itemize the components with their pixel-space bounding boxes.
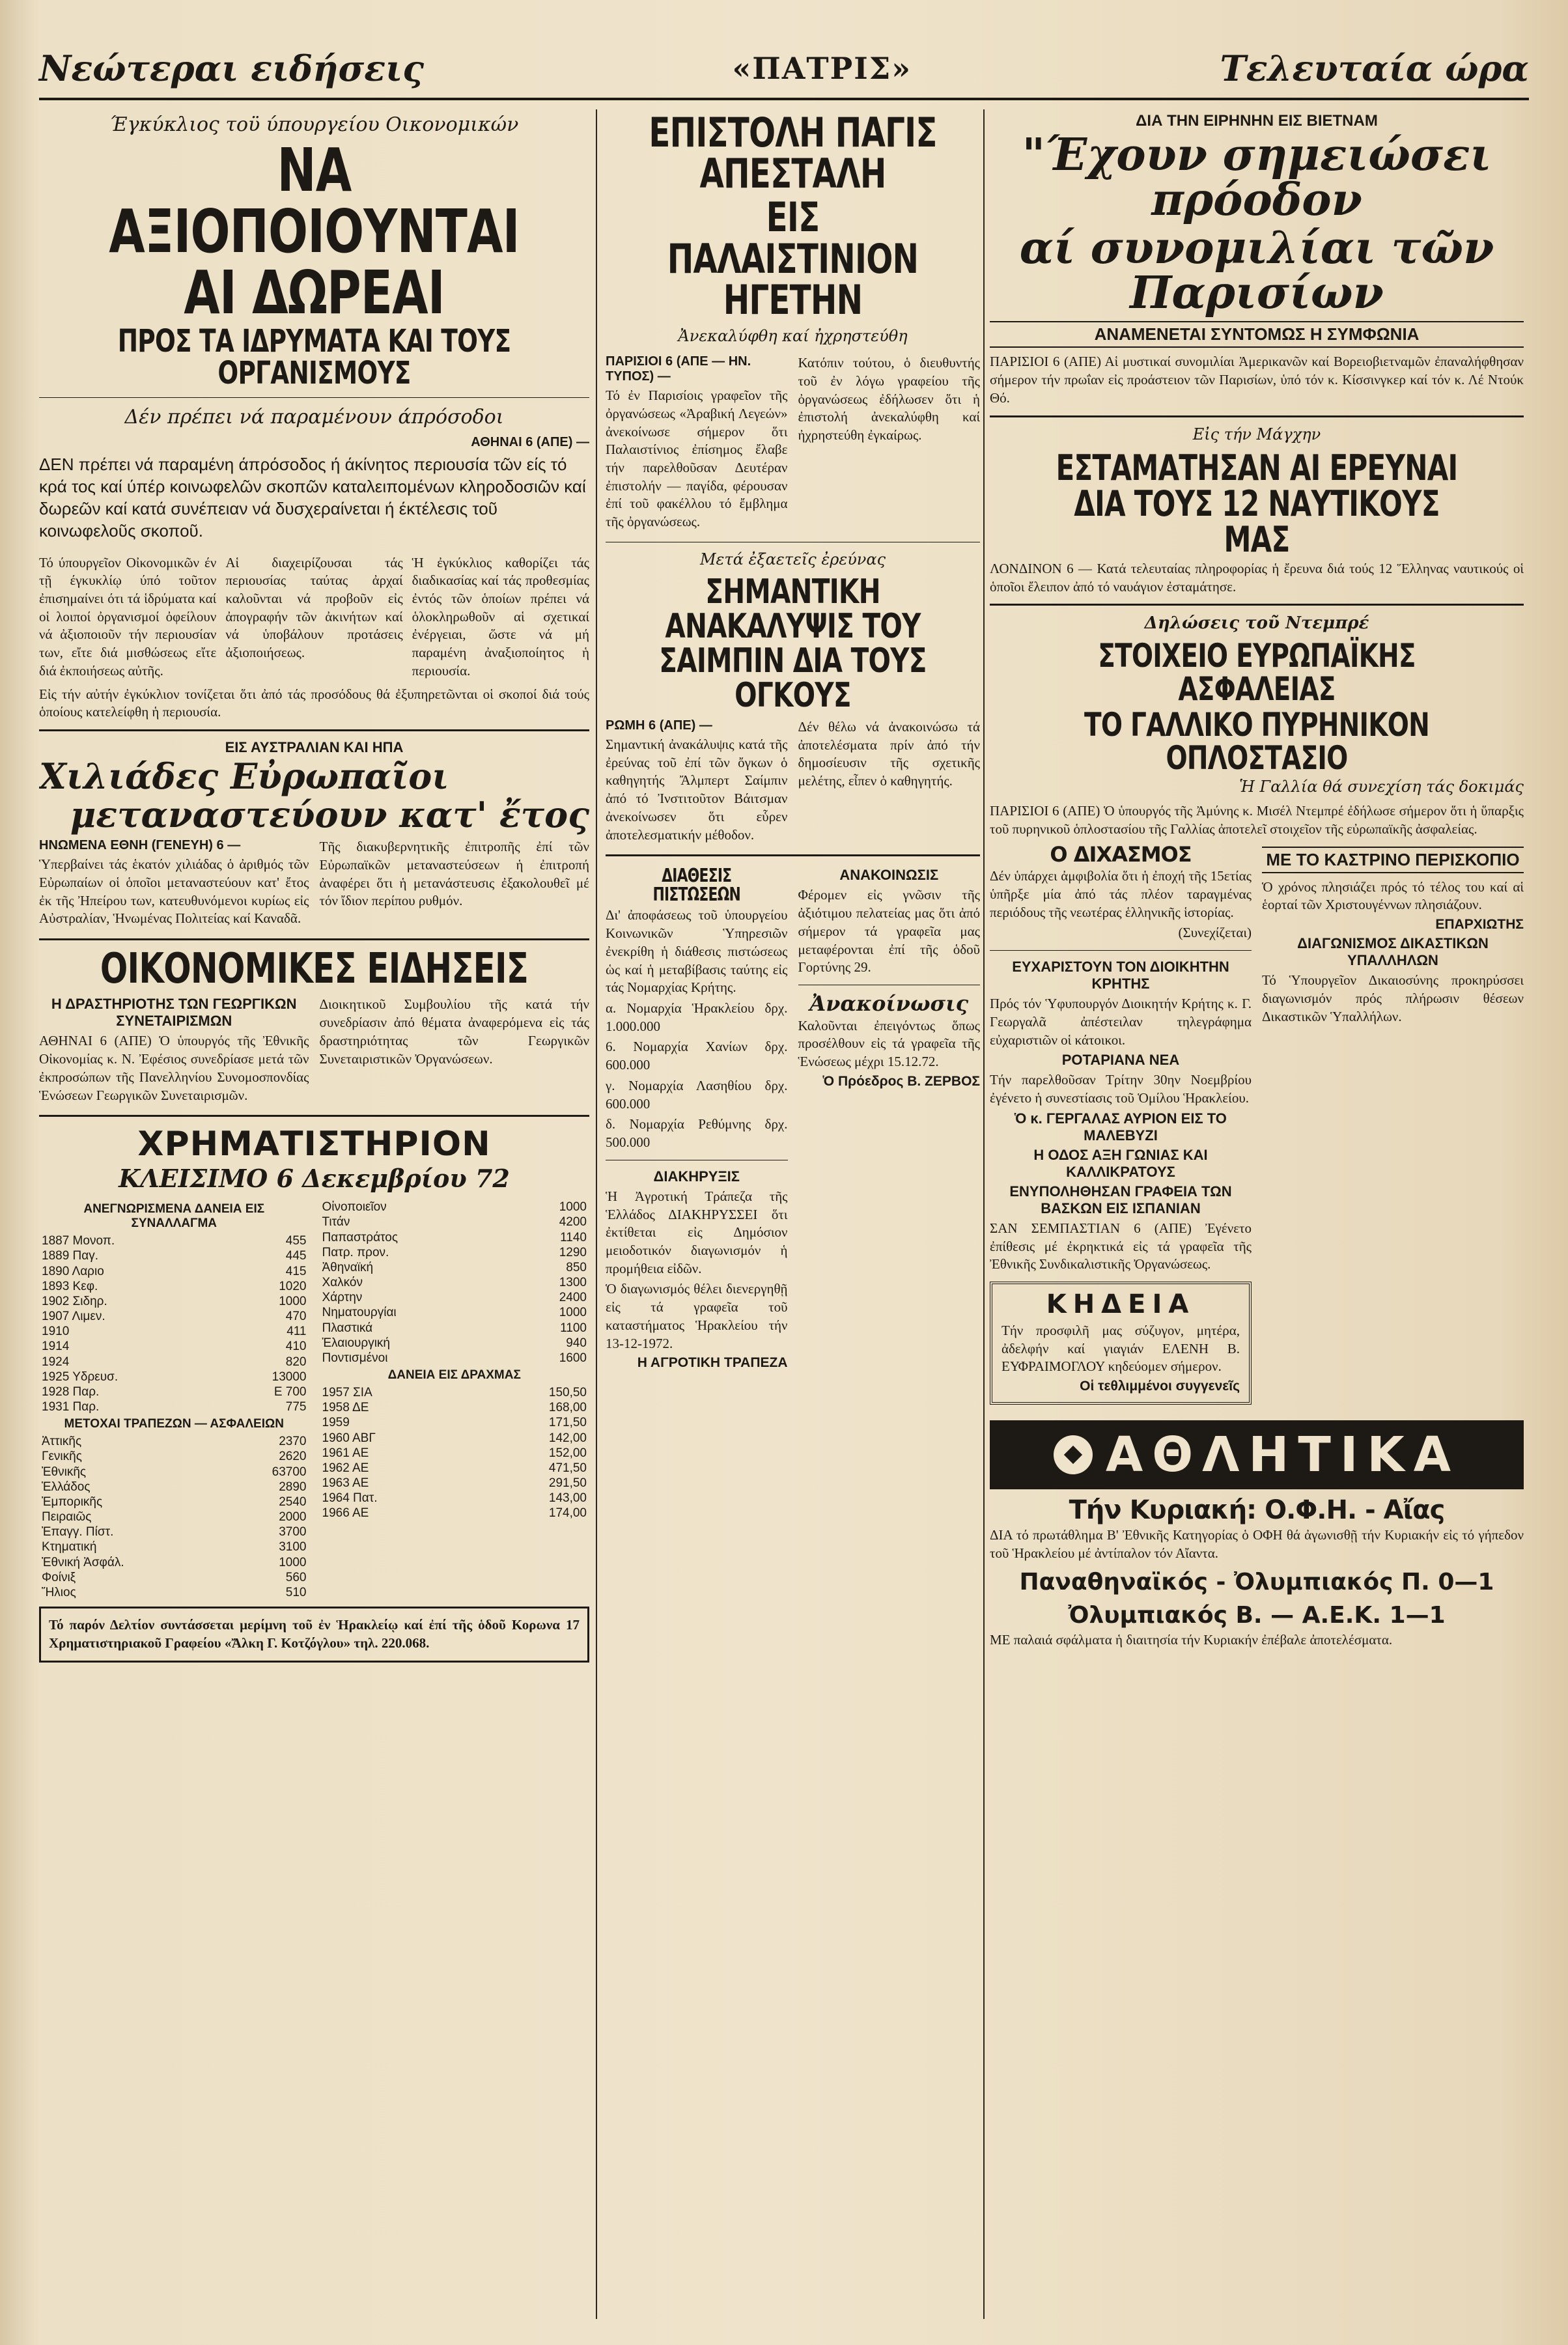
donations-para: Τό ύπουργεῖον Οἰκονομικῶν έν τῇ έγκυκλίῳ ύπό τοῦτον ἐπισημαίνει ότι τά ἱδρύματα καί οἱ λοιποί ὀργανισμοί ὀφείλουν νά ἀξιοποιοῦν τήν περιουσίαν των, εἴτε διά μισθώσεως εἴτε διά ἐκποιήσεως αὐτῆς.	[39, 554, 217, 679]
quote-row	[320, 1506, 590, 1521]
rotary-headline: ΡΟΤΑΡΙΑΝΑ ΝΕΑ	[1061, 1052, 1180, 1069]
quote-value: 4200	[559, 1215, 587, 1229]
quote-row	[320, 1461, 590, 1476]
announcement-headline: ΑΝΑΚΟΙΝΩΣΙΣ	[839, 867, 939, 884]
quote-value: 2890	[279, 1480, 307, 1494]
quote-row	[39, 1339, 309, 1354]
credits-item: α. Νομαρχία Ἡρακλείου δρχ. 1.000.000	[606, 1000, 788, 1034]
quote-value: 510	[285, 1586, 307, 1599]
emigration-para: Ὑπερβαίνει τάς ἑκατόν χιλιάδας ὁ ἀριθμός τῶν Εὐρωπαίων οἱ ὁποῖοι μεταναστεύουν κατ' ἔτος ἐκ τῆς Ἠπείρου των, κατευθυνόμενοι κυρίως εἰς Αὐστραλίαν, Ἡνωμένας Πολιτείας καί Καναδᾶ.	[39, 856, 309, 927]
quote-row	[39, 1539, 309, 1554]
letter-bomb-body	[606, 352, 980, 534]
quote-name: 1902 Σιδηρ.	[42, 1294, 107, 1308]
gergalas-headline: Ὁ κ. ΓΕΡΓΑΛΑΣ ΑΥΡΙΟΝ ΕΙΣ ΤΟ ΜΑΛΕΒΥΖΙ	[1015, 1110, 1227, 1144]
periscope-signature: ΕΠΑΡΧΙΩΤΗΣ	[1435, 917, 1524, 933]
vietnam-kicker: ΔΙΑ ΤΗΝ ΕΙΡΗΝΗΝ ΕΙΣ ΒΙΕΤΝΑΜ	[1136, 112, 1378, 130]
quote-value: 470	[285, 1310, 307, 1324]
announcement-2-headline: Ἀνακοίνωσις	[809, 990, 969, 1016]
quote-name: Ἐμπορικῆς	[42, 1495, 103, 1509]
quote-name: Χάρτην	[322, 1291, 363, 1305]
column-rule-1	[596, 109, 597, 2319]
divider	[39, 397, 589, 398]
quote-name: 1928 Παρ.	[42, 1384, 100, 1399]
quote-row	[320, 1400, 590, 1415]
emigration-dateline: ΗΝΩΜΕΝΑ ΕΘΝΗ (ΓΕΝΕΥΗ) 6 —	[39, 838, 241, 853]
masthead-left-label: Νεώτεραι ειδήσεις	[39, 48, 425, 89]
quote-value: 142,00	[548, 1431, 587, 1445]
quote-value: 410	[285, 1340, 307, 1354]
street-headline: Η ΟΔΟΣ ΑΞΗ ΓΩΝΙΑΣ ΚΑΙ ΚΑΛΛΙΚΡΑΤΟΥΣ	[1033, 1146, 1208, 1180]
divider	[606, 854, 980, 856]
quote-value: 1600	[559, 1351, 587, 1365]
search-headline: ΕΣΤΑΜΑΤΗΣΑΝ ΑΙ ΕΡΕΥΝΑΙ ΔΙΑ ΤΟΥΣ 12 ΝΑΥΤΙΚΟΥΣ ΜΑΣ	[1056, 447, 1458, 560]
letter-bomb-para: Τό ἐν Παρισίοις γραφεῖον τῆς ὀργανώσεως «Ἀραβική Λεγεών» ἀνεκοίνωσε σήμερον ὅτι Παλαιστίνιος ἐπίσημος ἔλαβε τήν παρελθοῦσαν Δευτέραν ἐπιστολήν — παγίδα, φέρουσαν ἐπί τοῦ φακέλλου τό ἔμβλημα τῆς ὀργανώσεως.	[606, 387, 788, 530]
donations-sub: Δέν πρέπει νά παραμένουν άπρόσοδοι	[124, 406, 504, 429]
announcement-2-para: Καλοῦνται ἐπειγόντως ὅπως προσέλθουν εἰς τά γραφεῖα τῆς Ἑνώσεως μέχρι 15.12.72.	[798, 1017, 980, 1070]
quote-row	[39, 1248, 309, 1263]
funeral-notice-title: ΚΗΔΕΙΑ	[1046, 1289, 1196, 1319]
quote-row	[39, 1233, 309, 1248]
quote-value: 1140	[560, 1230, 587, 1244]
quote-value: 13000	[272, 1369, 307, 1384]
funeral-notice-signature: Οἱ τεθλιμμένοι συγγενεῖς	[1080, 1379, 1240, 1394]
quote-value: 1300	[559, 1276, 587, 1290]
search-kicker: Εἰς τήν Μάγχην	[1192, 425, 1321, 443]
thanks-headline: ΕΥΧΑΡΙΣΤΟΥΝ ΤΟΝ ΔΙΟΙΚΗΤΗΝ ΚΡΗΤΗΣ	[1012, 959, 1229, 992]
quote-row	[320, 1200, 590, 1215]
letter-bomb-headline-1: ΕΠΙΣΤΟΛΗ ΠΑΓΙΣ ΑΠΕΣΤΑΛΗ	[649, 109, 937, 198]
quote-name: Πειραιῶς	[42, 1510, 92, 1524]
quote-name: 1959	[322, 1416, 350, 1430]
quote-row	[39, 1324, 309, 1339]
quote-row	[320, 1351, 590, 1366]
quote-name: 1931 Παρ.	[42, 1400, 100, 1414]
quotes-table-shares	[39, 1434, 309, 1600]
vietnam-headline-1: "Έχουν σημειώσει πρόοδον	[1022, 129, 1492, 227]
quote-name: 1963 ΑΕ	[322, 1476, 369, 1491]
nuclear-headline-1: ΣΤΟΙΧΕΙΟ ΕΥΡΩΠΑΪΚΗΣ ΑΣΦΑΛΕΙΑΣ	[1098, 637, 1416, 709]
quote-row	[39, 1384, 309, 1399]
quote-value: 560	[285, 1570, 307, 1584]
quote-row	[39, 1495, 309, 1510]
quote-row	[39, 1465, 309, 1480]
announcement-para: Φέρομεν εἰς γνῶσιν τῆς ἀξιότιμου πελατείας μας ὅτι ἀπό σήμερον τά γραφεῖα μας μεταφέρονται ἐπί τῆς ὁδοῦ Γορτύνης 29.	[798, 887, 980, 976]
dichasmos-para: Δέν ὑπάρχει ἀμφιβολία ὅτι ἡ ἐποχή τῆς 15ετίας ὑπῆρξε μία ἀπό τάς πλέον ταραγμένας περιόδους τῆς νεωτέρας ἑλληνικῆς ἱστορίας.	[990, 868, 1252, 920]
quote-row	[320, 1290, 590, 1305]
quote-value: 471,50	[548, 1461, 587, 1475]
column-left	[39, 109, 589, 2319]
sports-para: ΔΙΑ τό πρωτάθλημα Β' Ἐθνικῆς Κατηγορίας ὁ ΟΦΗ θά ἀγωνισθῇ τήν Κυριακήν εἰς τό γήπεδον τοῦ Ἡρακλείου μέ ἀντίπαλον τόν Αἴαντα.	[990, 1526, 1524, 1561]
funeral-notice-text: Τήν προσφιλῆ μας σύζυγον, μητέρα, ἀδελφήν καί γιαγιάν ΕΛΕΝΗ Β. ΕΥΦΡΑΙΜΟΓΛΟΥ κηδεύομεν σήμερον.	[1001, 1322, 1240, 1375]
donations-dateline: ΑΘΗΝΑΙ 6 (ΑΠΕ) —	[471, 435, 589, 450]
quote-name: 1890 Λαριο	[42, 1264, 104, 1278]
quote-name: Ἐθνικῆς	[42, 1465, 87, 1479]
quote-name: Ἐλαιουργική	[322, 1336, 390, 1350]
vietnam-headline-2: αί συνομιλίαι τῶν Παρισίων	[1019, 221, 1494, 320]
quotes-heading: ΑΝΕΓΝΩΡΙΣΜΕΝΑ ΔΑΝΕΙΑ ΕΙΣ ΣΥΝΑΛΛΑΓΜΑ	[83, 1202, 265, 1231]
quote-name: 1966 ΑΕ	[322, 1506, 369, 1521]
quote-row	[320, 1431, 590, 1446]
bank-notice-headline: ΔΙΑΚΗΡΥΞΙΣ	[653, 1168, 740, 1185]
emigration-headline-1: Χιλιάδες Εὐρωπαῖοι	[39, 755, 449, 798]
funeral-notice	[990, 1282, 1252, 1405]
quote-value: 171,50	[548, 1416, 587, 1430]
quote-row	[39, 1294, 309, 1309]
quote-row	[320, 1245, 590, 1260]
basque-para: ΣΑΝ ΣΕΜΠΑΣΤΙΑΝ 6 (ΑΠΕ) Ἐγένετο ἐπίθεσις μέ ἐκρηκτικά εἰς τά γραφεῖα τῆς Ἐθνικῆς Συνδικαλιστικῆς Ὀργανώσεως.	[990, 1220, 1252, 1272]
sports-headline: Τήν Κυριακή: Ο.Φ.Η. - Αἴας	[1069, 1495, 1445, 1526]
score-line: Ὀλυμπιακός Β. — Α.Ε.Κ. 1—1	[1068, 1602, 1446, 1629]
letter-bomb-para: Κατόπιν τούτου, ὁ διευθυντής τοῦ ἐν λόγω γραφείου τῆς ὀργανώσεως ἐδήλωσεν ὅτι ἡ ἐπιστολή ἀνεκαλύφθη καί ἠχρηστεύθη ἐγκαίρως.	[798, 355, 980, 443]
economic-news-sub: Η ΔΡΑΣΤΗΡΙΟΤΗΣ ΤΩΝ ΓΕΩΡΓΙΚΩΝ ΣΥΝΕΤΑΙΡΙΣΜΩΝ	[51, 996, 297, 1030]
donations-para: Ἡ ἐγκύκλιος καθορίζει τάς διαδικασίας καί τάς προθεσμίας ἐντός τῶν ὁποίων πρέπει νά ὁλοκληρωθοῦν αἱ σχετικαί ἐνέργειαι, ὥστε νά μή παραμένη ἀναξιοποίητος ἡ περιουσία.	[412, 554, 589, 679]
quote-row	[320, 1446, 590, 1461]
quote-value: 820	[285, 1355, 307, 1369]
quote-row	[39, 1369, 309, 1384]
cancer-para: Σημαντική ἀνακάλυψις κατά τῆς ἐρεύνας τοῦ ἐπί τῶν ὄγκων ὁ καθηγητής Ἄλμπερτ Σαίμπιν ἀπό τό Ἰνστιτοῦτον Βάιτσμαν ἀνεκοίνωσεν ὅτι εὗρεν ἀποτελεσματικήν μέθοδον.	[606, 737, 788, 843]
quote-name: Φοίνιξ	[42, 1570, 76, 1584]
masthead-right-label: Τελευταία ώρα	[1220, 48, 1529, 89]
masthead	[39, 39, 1529, 100]
column-middle	[606, 109, 980, 2319]
nuclear-para: ΠΑΡΙΣΙΟΙ 6 (ΑΠΕ) Ὁ ὑπουργός τῆς Ἀμύνης κ. Μισέλ Ντεμπρέ ἐδήλωσε σήμερον ὅτι ἡ ὕπαρξις τοῦ πυρηνικοῦ ὁπλοστασίου τῆς Γαλλίας ἀποτελεῖ στοιχεῖον τῆς εὐρωπαϊκῆς ἀσφαλείας.	[990, 803, 1524, 837]
quote-row	[39, 1585, 309, 1600]
quote-row	[39, 1279, 309, 1294]
quote-value: 291,50	[548, 1476, 587, 1491]
letter-bomb-dateline: ΠΑΡΙΣΙΟΙ 6 (ΑΠΕ — ΗΝ. ΤΥΠΟΣ) —	[606, 354, 751, 384]
quote-value: 2370	[279, 1435, 307, 1449]
donations-para: Εἰς τήν αὐτήν ἐγκύκλιον τονίζεται ὅτι ἀπό τάς προσόδους θά ἐξυπηρετῶνται οἱ σκοποί διά τούς ὁποίους κατελείφθη ἡ περιουσία.	[39, 686, 589, 720]
score-para: ΜΕ παλαιά σφάλματα ἡ διαιτησία τήν Κυριακήν ἐπέβαλε ἀποτελέσματα.	[990, 1632, 1393, 1648]
quotes-table-loans	[39, 1233, 309, 1414]
quote-name: Τιτάν	[322, 1215, 350, 1229]
quote-name: Ἐθνική Ἀσφάλ.	[42, 1555, 124, 1569]
quote-value: 411	[287, 1325, 307, 1339]
credits-item: 6. Νομαρχία Χανίων δρχ. 600.000	[606, 1039, 788, 1073]
quote-value: 1000	[279, 1555, 307, 1569]
court-clerks-para: Τό Ὑπουργεῖον Δικαιοσύνης προκηρύσσει διαγωνισμόν πρός πλήρωσιν θέσεων Δικαστικῶν Ὑπαλλήλων.	[1262, 972, 1524, 1024]
quotes-table-drachma-loans	[320, 1385, 590, 1521]
quotes-heading: ΔΑΝΕΙΑ ΕΙΣ ΔΡΑΧΜΑΣ	[387, 1368, 521, 1383]
quote-name: Ἐπαγγ. Πίστ.	[42, 1525, 114, 1539]
quote-value: 1020	[279, 1279, 307, 1293]
bank-notice-para: Ὁ διαγωνισμός θέλει διενεργηθῇ εἰς τά γραφεῖα τοῦ καταστήματος Ἡρακλείου τήν 13-12-1972.	[606, 1281, 788, 1351]
quote-name: 1957 ΣΙΑ	[322, 1386, 372, 1400]
divider	[39, 729, 589, 731]
quote-name: 1907 Λιμεν.	[42, 1310, 105, 1324]
quote-value: 2000	[279, 1510, 307, 1524]
letter-bomb-headline-2: ΕΙΣ ΠΑΛΑΙΣΤΙΝΙΟΝ ΗΓΕΤΗΝ	[667, 193, 919, 324]
quote-name: 1960 ΑΒΓ	[322, 1431, 376, 1445]
rotary-para: Τήν παρελθοῦσαν Τρίτην 30ην Νοεμβρίου ἐγένετο ἡ συνεστίασις τοῦ Ὁμίλου Ἡρακλείου.	[990, 1072, 1252, 1106]
quote-row	[39, 1570, 309, 1585]
credits-headline: ΔΙΑΘΕΣΙΣ ΠΙΣΤΩΣΕΩΝ	[652, 865, 740, 905]
quote-row	[320, 1230, 590, 1245]
nuclear-sub: Ἡ Γαλλία θά συνεχίση τάς δοκιμάς	[1239, 778, 1524, 796]
quote-name: 1889 Παγ.	[42, 1249, 99, 1263]
nuclear-kicker: Δηλώσεις τοῦ Ντεμπρέ	[1144, 613, 1369, 634]
bank-notice-para: Ἡ Ἀγροτική Τράπεζα τῆς Ἑλλάδος ΔΙΑΚΗΡΥΣΣΕΙ ὅτι ἐκτίθεται εἰς Δημόσιον μειοδοτικόν διαγωνισμόν ἡ προμήθεια εἰδῶν.	[606, 1188, 788, 1276]
quote-name: 1887 Μονοπ.	[42, 1234, 115, 1248]
quote-row	[320, 1476, 590, 1491]
quote-value: 152,00	[548, 1446, 587, 1460]
dichasmos-continued: (Συνεχίζεται)	[1178, 925, 1252, 941]
quote-value: 2620	[279, 1450, 307, 1464]
donations-kicker: Έγκύκλιος τοϋ ύπουργείου Οικονομικών	[109, 113, 519, 136]
column-right	[990, 109, 1524, 2319]
credits-item: δ. Νομαρχία Ρεθύμνης δρχ. 500.000	[606, 1116, 788, 1151]
quote-value: 174,00	[548, 1506, 587, 1521]
sports-banner	[990, 1420, 1524, 1489]
quote-name: 1961 ΑΕ	[322, 1446, 369, 1460]
quote-row	[39, 1399, 309, 1414]
search-para: ΛΟΝΔΙΝΟΝ 6 — Κατά τελευταίας πληροφορίας ἡ ἔρευνα διά τούς 12 Ἕλληνας ναυτικούς οἱ ὁποῖοι ἔλειπον ἀπό τό ναυάγιον ἐσταμάτησε.	[990, 560, 1524, 595]
middle-lower-grid	[606, 864, 980, 1373]
quotes-heading: ΜΕΤΟΧΑΙ ΤΡΑΠΕΖΩΝ — ΑΣΦΑΛΕΙΩΝ	[64, 1417, 284, 1431]
column-rule-2	[983, 109, 985, 2319]
quote-name: 1958 ΔΕ	[322, 1401, 369, 1415]
quote-value: 415	[285, 1264, 307, 1278]
sports-banner-label: ΑΘΛΗΤΙΚΑ	[1105, 1427, 1460, 1483]
credits-item: γ. Νομαρχία Λασηθίου δρχ. 600.000	[606, 1077, 788, 1112]
quote-row	[320, 1415, 590, 1430]
quote-value: 775	[285, 1400, 307, 1414]
quote-row	[320, 1491, 590, 1506]
score-line: Παναθηναϊκός - Ὀλυμπιακός Π. 0—1	[1019, 1569, 1494, 1596]
emigration-kicker: ΕΙΣ ΑΥΣΤΡΑΛΙΑΝ ΚΑΙ ΗΠΑ	[225, 739, 404, 756]
donations-headline-2: ΠΡΟΣ ΤΑ ΙΔΡΥΜΑΤΑ ΚΑΙ ΤΟΥΣ ΟΡΓΑΝΙΣΜΟΥΣ	[117, 323, 511, 392]
quote-row	[39, 1524, 309, 1539]
quote-name: Παπαστράτος	[322, 1230, 399, 1244]
divider	[39, 1115, 589, 1117]
quote-row	[320, 1215, 590, 1229]
quote-value: 1000	[279, 1294, 307, 1308]
quote-value: 940	[566, 1336, 587, 1350]
quote-value: 2540	[279, 1495, 307, 1509]
quote-name: Πλαστικά	[322, 1321, 373, 1335]
divider	[990, 950, 1252, 951]
credits-para: Δι' ἀποφάσεως τοῦ ὑπουργείου Κοινωνικῶν Ὑπηρεσιῶν ἐνεκρίθη ἡ διάθεσις πιστώσεως ὡς καί ἡ μεταβίβασις ταύτης εἰς τάς Νομαρχίας Κρήτης.	[606, 907, 788, 996]
basque-headline: ΕΝΥΠΟΛΗΘΗΣΑΝ ΓΡΑΦΕΙΑ ΤΩΝ ΒΑΣΚΩΝ ΕΙΣ ΙΣΠΑΝΙΑΝ	[1009, 1183, 1232, 1216]
quote-value: 445	[285, 1249, 307, 1263]
quote-row	[39, 1510, 309, 1524]
quotes-table-industry	[320, 1200, 590, 1366]
quote-row	[39, 1555, 309, 1570]
emigration-para: Τῆς διακυβερνητικῆς ἐπιτροπῆς ἐπί τῶν Εὐρωπαϊκῶν μεταναστεύσεων ἡ ἐπιτροπή ἀναφέρει ὅτι ἡ μετανάστευσις ἐξακολουθεῖ μέ τόν ἴδιον περίπου ρυθμόν.	[319, 839, 589, 909]
quote-name: Ἥλιος	[42, 1586, 76, 1599]
quote-name: Ἀττικῆς	[42, 1435, 82, 1449]
quote-value: 1100	[560, 1321, 587, 1335]
quote-name: 1910	[42, 1325, 70, 1339]
quote-value: 3100	[279, 1540, 307, 1554]
quote-name: Πατρ. προν.	[322, 1245, 389, 1259]
announcement-2-signature: Ὁ Πρόεδρος Β. ΖΕΡΒΟΣ	[822, 1073, 980, 1089]
masthead-title: «ΠΑΤΡΙΣ»	[732, 51, 912, 86]
quote-row	[320, 1321, 590, 1336]
quote-value: 1000	[559, 1306, 587, 1320]
stock-exchange-tables	[39, 1200, 589, 1600]
quote-name: Κτηματική	[42, 1540, 97, 1554]
quote-value: 150,50	[548, 1386, 587, 1400]
cancer-para: Δέν θέλω νά ἀνακοινώσω τά ἀποτελέσματα πρίν ἀπό τήν δημοσίευσιν τῆς σχετικῆς μελέτης, εἶπεν ὁ καθηγητής.	[798, 719, 980, 789]
stock-exchange-note	[39, 1607, 589, 1662]
right-lower-grid	[990, 841, 1524, 1412]
quote-name: 1925 Υδρευσ.	[42, 1369, 119, 1384]
cancer-dateline: ΡΩΜΗ 6 (ΑΠΕ) —	[606, 718, 712, 733]
bank-notice-signature: Η ΑΓΡΟΤΙΚΗ ΤΡΑΠΕΖΑ	[637, 1355, 788, 1371]
football-icon	[1054, 1435, 1093, 1474]
quote-name: 1893 Κεφ.	[42, 1279, 98, 1293]
quote-row	[320, 1336, 590, 1351]
quote-row	[39, 1264, 309, 1279]
dichasmos-headline: Ο ΔΙΧΑΣΜΟΣ	[1050, 841, 1192, 867]
quote-name: Γενικῆς	[42, 1450, 82, 1464]
divider	[990, 604, 1524, 606]
quote-name: 1924	[42, 1355, 70, 1369]
donations-headline: ΝΑ ΑΞΙΟΠΟΙΟΥΝΤΑΙ ΑΙ ΔΩΡΕΑΙ	[109, 135, 520, 328]
quote-name: Ἀθηναϊκή	[322, 1260, 374, 1274]
quote-name: 1964 Πατ.	[322, 1491, 378, 1506]
economic-news-body	[39, 993, 589, 1107]
donations-para: Αἱ διαχειρίζουσαι τάς περιουσίας ταύτας ἀρχαί καλοῦνται νά προβοῦν εἰς ἀπογραφήν τῶν ἀκινήτων καί νά ὑποβάλουν προτάσεις ἀξιοποιήσεως.	[225, 554, 403, 661]
emigration-headline-2: μεταναστεύουν κατ' ἔτος	[70, 794, 589, 836]
cancer-kicker: Μετά ἐξαετεῖς ἐρεύνας	[699, 550, 886, 569]
quote-name: 1962 ΑΕ	[322, 1461, 369, 1475]
economic-news-para: Διοικητικοῦ Συμβουλίου τῆς κατά τήν συνεδρίασιν ἀπό θέματα ἀναφερόμενα εἰς τάς δραστηριότητας τῶν Γεωργικῶν Συνεταιριστικῶν Ὀργανώσεων.	[319, 996, 589, 1067]
nuclear-headline-2: ΤΟ ΓΑΛΛΙΚΟ ΠΥΡΗΝΙΚΟΝ ΟΠΛΟΣΤΑΣΙΟ	[1084, 706, 1429, 778]
quote-value: 1290	[559, 1245, 587, 1259]
quote-value: 850	[566, 1260, 587, 1274]
quote-row	[39, 1449, 309, 1464]
quote-name: 1914	[42, 1340, 70, 1354]
quote-value: 2400	[559, 1291, 587, 1305]
donations-lead: ΔΕΝ πρέπει νά παραμένη άπρόσοδος ή άκίνητος περιουσία τῶν είς τό κρά τος καί ύπέρ κοινωφελῶν σκοπῶν καταλειπομένων κληροδοσιῶν καί δωρεῶν καί κατά συνέπειαν νά δυσχεραίνεται ή έκτέλεσις τοῦ κοινωφελοῦς σκοποῦ.	[39, 455, 586, 541]
quote-name: Οἰνοποιεῖον	[322, 1200, 387, 1215]
vietnam-para: ΠΑΡΙΣΙΟΙ 6 (ΑΠΕ) Αἱ μυστικαί συνομιλίαι Ἀμερικανῶν καί Βορειοβιετναμῶν ἐπαναλήφθησαν σήμερον τήν πρωΐαν εἰς προάστειον τῶν Παρισίων, ὑπό τόν κ. Κίσσινγκερ καί τόν κ. Λέ Ντούκ Θό.	[990, 354, 1524, 406]
quote-value: 1000	[559, 1200, 587, 1215]
quote-row	[320, 1385, 590, 1400]
vietnam-sub: ΑΝΑΜΕΝΕΤΑΙ ΣΥΝΤΟΜΩΣ Η ΣΥΜΦΩΝΙΑ	[990, 321, 1524, 348]
quote-row	[320, 1305, 590, 1320]
stock-exchange-note-text: Τό παρόν Δελτίον συντάσσεται μερίμνη τοῦ ἐν Ἡρακλείῳ καί ἐπί τῆς ὁδοῦ Κορωνα 17 Χρηματιστηριακοῦ Γραφείου «Ἄλκη Γ. Κοτζόγλου» τηλ. 220.068.	[49, 1617, 580, 1651]
thanks-para: Πρός τόν Ὑφυπουργόν Διοικητήν Κρήτης κ. Γ. Γεωργαλᾶ ἀπέστειλαν τηλεγράφημα εὐχαριστιῶν οἱ κάτοικοι.	[990, 996, 1252, 1048]
cancer-headline: ΣΗΜΑΝΤΙΚΗ ΑΝΑΚΑΛΥΨΙΣ ΤΟΥ ΣΑΙΜΠΙΝ ΔΙΑ ΤΟΥΣ ΟΓΚΟΥΣ	[659, 572, 927, 716]
periscope-para: Ὁ χρόνος πλησιάζει πρός τό τέλος του καί αἱ ἑορταί τῶν Χριστουγέννων πλησιάζουν.	[1262, 878, 1524, 913]
quote-row	[39, 1434, 309, 1449]
quote-row	[39, 1309, 309, 1324]
quote-name: Ἑλλάδος	[42, 1480, 91, 1494]
quote-name: Ποντισμένοι	[322, 1351, 388, 1365]
periscope-headline: ΜΕ ΤΟ ΚΑΣΤΡΙΝΟ ΠΕΡΙΣΚΟΠΙΟ	[1262, 847, 1524, 873]
economic-news-para: ΑΘΗΝΑΙ 6 (ΑΠΕ) Ὁ ὑπουργός τῆς Ἐθνικῆς Οἰκονομίας κ. Ν. Ἐφέσιος συνεδρίασε μετά τῶν ἐκπροσώπων τῆς Πανελληνίου Συνομοσπονδίας Ἑνώσεων Γεωργικῶν Συνεταιρισμῶν.	[39, 1033, 309, 1103]
quote-name: Χαλκόν	[322, 1276, 363, 1290]
court-clerks-headline: ΔΙΑΓΩΝΙΣΜΟΣ ΔΙΚΑΣΤΙΚΩΝ ΥΠΑΛΛΗΛΩΝ	[1297, 935, 1489, 969]
quote-value: 168,00	[548, 1401, 587, 1415]
quote-row	[320, 1260, 590, 1275]
donations-body	[39, 552, 589, 683]
stock-exchange-title: ΧΡΗΜΑΤΙΣΤΗΡΙΟΝ	[137, 1125, 491, 1164]
quote-value: E 700	[273, 1384, 307, 1399]
divider	[39, 938, 589, 940]
quote-value: 63700	[272, 1465, 307, 1479]
stock-exchange-subtitle: ΚΛΕΙΣΙΜΟ 6 Δεκεμβρίου 72	[119, 1164, 510, 1194]
quote-value: 455	[285, 1234, 307, 1248]
quote-value: 3700	[279, 1525, 307, 1539]
quote-row	[39, 1480, 309, 1495]
cancer-body	[606, 716, 980, 847]
quote-name: Νηματουργίαι	[322, 1306, 397, 1320]
letter-bomb-sub: Ἀνεκαλύφθη καί ἠχρηστεύθη	[678, 327, 908, 346]
quote-value: 143,00	[548, 1491, 587, 1506]
quote-row	[320, 1275, 590, 1290]
divider	[990, 415, 1524, 417]
emigration-body	[39, 835, 589, 931]
economic-news-headline: ΟΙΚΟΝΟΜΙΚΕΣ ΕΙΔΗΣΕΙΣ	[100, 945, 529, 994]
quote-row	[39, 1355, 309, 1369]
